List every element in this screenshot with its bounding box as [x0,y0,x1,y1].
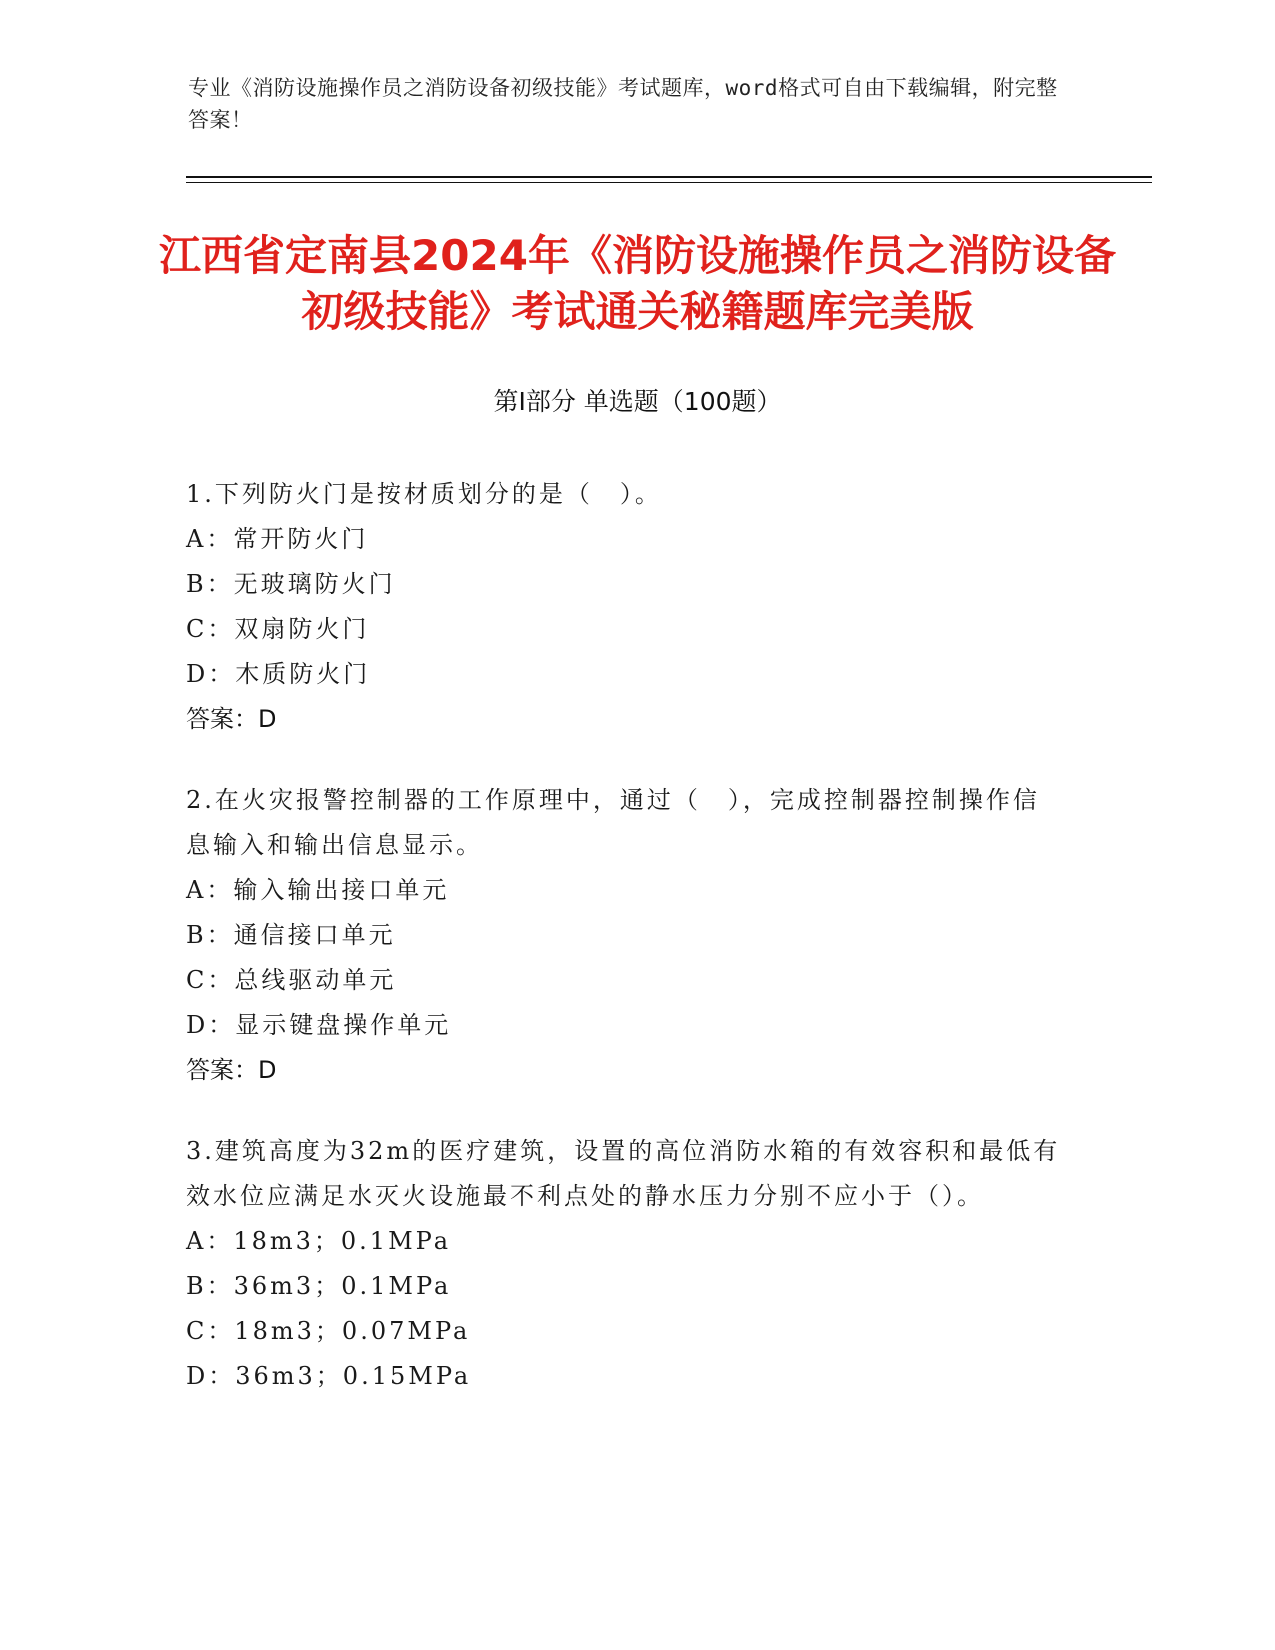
question-option-d: D：36m3；0.15MPa [186,1362,472,1390]
document-title: 江西省定南县2024年《消防设施操作员之消防设备初级技能》考试通关秘籍题库完美版 [159,231,1116,336]
header-note: 专业《消防设施操作员之消防设备初级技能》考试题库，word格式可自由下载编辑，附完整答案！ [188,76,1058,132]
question-option-b: B：36m3；0.1MPa [186,1272,452,1300]
question-option-c: C：总线驱动单元 [186,966,397,994]
question-answer: 答案：D [186,705,277,733]
question-option-c: C：18m3；0.07MPa [186,1317,471,1345]
question-list [186,472,1066,1435]
question-item [186,472,1066,742]
question-option-d: D：木质防火门 [186,660,371,688]
question-stem: 1.下列防火门是按材质划分的是（ ）。 [186,480,662,508]
question-option-c: C：双扇防火门 [186,615,370,643]
header-divider-thin [186,182,1152,183]
question-item [186,1129,1066,1399]
header-divider [186,176,1152,178]
section-title: 第Ⅰ部分 单选题（100题） [493,387,782,416]
question-item [186,778,1066,1093]
question-option-b: B：无玻璃防火门 [186,570,396,598]
question-option-d: D：显示键盘操作单元 [186,1011,452,1039]
question-answer: 答案：D [186,1056,277,1084]
question-option-a: A：18m3；0.1MPa [186,1227,452,1255]
question-option-a: A：常开防火门 [186,525,369,553]
question-stem: 3.建筑高度为32m的医疗建筑，设置的高位消防水箱的有效容积和最低有效水位应满足水灭火设施最不利点处的静水压力分别不应小于（）。 [186,1137,1061,1210]
question-option-b: B：通信接口单元 [186,921,396,949]
question-option-a: A：输入输出接口单元 [186,876,450,904]
question-stem: 2.在火灾报警控制器的工作原理中，通过（ ），完成控制器控制操作信息输入和输出信息显示。 [186,786,1040,859]
